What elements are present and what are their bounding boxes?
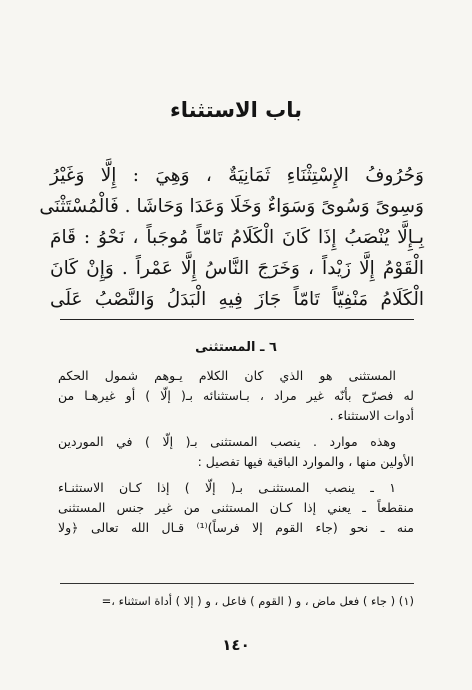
page-number: ١٤٠ bbox=[222, 636, 250, 654]
main-text-line: الْكَلَامُ مَنْفِيّاً تَامّاً جَازَ فِيهِ الْبَدَلُ وَالنَّصْبُ عَلَى bbox=[50, 289, 424, 310]
main-text-line: وَحُرُوفُ الإِسْتِثْنَاءِ ثَمَانِيَةٌ ، وَهِيَ : إِلَّا وَغَيْرُ bbox=[50, 165, 424, 186]
commentary-line: المستثنى هو الذي كان الكلام يـوهم شمول الحكم bbox=[58, 368, 396, 383]
footnote-divider bbox=[60, 583, 414, 584]
main-text-line: الْقَوْمُ إِلَّا زَيْداً ، وَخَرَجَ النَّاسُ إِلَّا عَمْراً . وَإِنْ كَانَ bbox=[50, 258, 424, 279]
footnote: (١) ( جاء ) فعل ماض ، و ( القوم ) فاعل ، و ( إلا ) أداة استثناء ،= bbox=[101, 594, 414, 608]
chapter-title: باب الاستثناء bbox=[169, 98, 302, 122]
section-divider bbox=[60, 319, 414, 320]
main-text bbox=[39, 160, 424, 315]
commentary-text bbox=[58, 366, 414, 538]
commentary-line: ١ ـ ينصب المستثنـى بـ( إلّا ) إذا كـان الاستثنـاء bbox=[58, 480, 396, 495]
commentary-line: وهذه موارد . ينصب المستثنى بـ( إلّا ) في الموردين bbox=[58, 434, 396, 449]
main-text-line: بِـإِلَّا يُنْصَبُ إِذَا كَانَ الْكَلَامُ تَامّاً مُوجَباً ، نَحْوُ : قَامَ bbox=[50, 227, 424, 248]
commentary-line: الأولين منها ، والموارد الباقية فيها تفصيل : bbox=[197, 454, 414, 469]
commentary-line: له فصرّح بأنّه غير مراد ، بـاستثنائه بـ( إلّا ) أو غيرهـا من bbox=[58, 388, 414, 403]
main-text-line: وَسِوىً وَسُوىً وَسَوَاءٌ وَخَلَا وَعَدَا وَحَاشَا . فَالْمُسْتَثْنَى bbox=[39, 196, 424, 217]
commentary-line: منقطعاً ـ يعني إذا كـان المستثنى من غير جنس المستثنى bbox=[58, 500, 414, 515]
commentary-heading: ٦ ـ المستثنى bbox=[195, 340, 277, 355]
commentary-line: منه ـ نحو (جاء القوم إلا فرساً)⁽¹⁾ قـال الله تعالى ﴿ولا bbox=[58, 520, 414, 535]
commentary-line: أدوات الاستثناء . bbox=[329, 408, 414, 423]
